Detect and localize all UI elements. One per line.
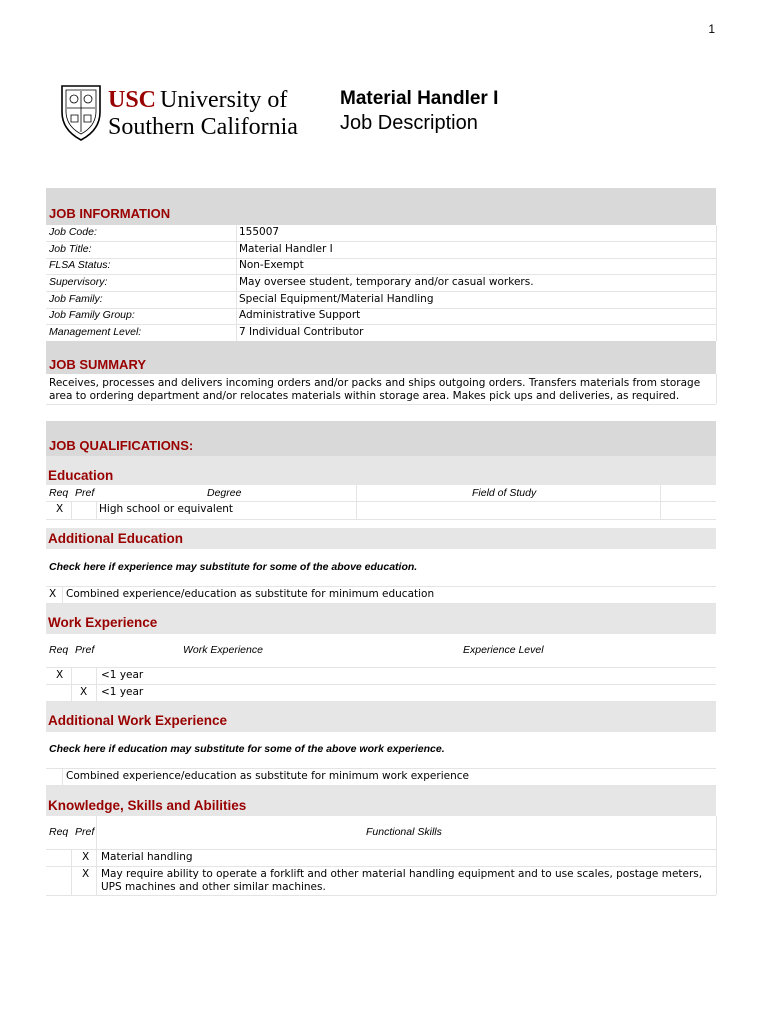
supervisory-value: May oversee student, temporary and/or casual workers. [239, 276, 534, 288]
ksa-heading: Knowledge, Skills and Abilities [48, 798, 247, 813]
work-exp-row-2-pref: X [80, 686, 88, 698]
supervisory-label: Supervisory: [49, 276, 108, 288]
job-information-band [46, 188, 716, 225]
job-qualifications-band [46, 421, 716, 456]
job-information-heading: JOB INFORMATION [49, 206, 171, 221]
additional-work-experience-note: Check here if education may substitute for some of the above work experience. [49, 743, 445, 755]
job-title-heading: Material Handler I [340, 88, 499, 109]
ksa-row-1-text: Material handling [101, 851, 193, 863]
additional-work-experience-heading: Additional Work Experience [48, 713, 228, 728]
page-number: 1 [708, 22, 715, 36]
additional-work-experience-text: Combined experience/education as substitute for minimum work experience [66, 770, 469, 782]
additional-education-note: Check here if experience may substitute for some of the above education. [49, 561, 418, 573]
ksa-row-2-pref: X [82, 868, 90, 880]
job-summary-band [46, 341, 716, 374]
work-experience-heading: Work Experience [48, 615, 158, 630]
additional-education-heading: Additional Education [48, 531, 183, 546]
job-description-subtitle: Job Description [340, 112, 478, 134]
additional-education-text: Combined experience/education as substitute for minimum education [66, 588, 435, 600]
job-code-label: Job Code: [49, 226, 97, 238]
work-exp-header: Work Experience [183, 644, 263, 656]
job-family-value: Special Equipment/Material Handling [239, 293, 434, 305]
job-family-group-value: Administrative Support [239, 309, 361, 321]
management-level-label: Management Level: [49, 326, 142, 338]
education-degree-header: Degree [207, 487, 242, 499]
ksa-row-2-line-2: UPS machines and other similar machines. [101, 881, 326, 893]
svg-text:Southern California: Southern California [108, 114, 298, 140]
work-exp-level-header: Experience Level [463, 644, 544, 656]
ksa-row-1-pref: X [82, 851, 90, 863]
svg-text:University of: University of [160, 87, 288, 113]
svg-text:USC: USC [108, 87, 157, 113]
work-exp-req-header: Req [49, 644, 69, 656]
job-family-label: Job Family: [49, 293, 103, 305]
work-exp-pref-header: Pref [75, 644, 95, 656]
education-heading: Education [48, 468, 114, 483]
usc-logo [56, 82, 336, 142]
flsa-status-label: FLSA Status: [49, 259, 111, 271]
usc-seal-icon [62, 86, 100, 140]
education-req-mark: X [56, 503, 64, 515]
work-exp-row-2-text: <1 year [101, 686, 144, 698]
ksa-row-2-line-1: May require ability to operate a forklift and other material handling equipment and to use scales, postage meters, [101, 868, 703, 880]
ksa-skills-header: Functional Skills [366, 826, 442, 838]
job-summary-heading: JOB SUMMARY [49, 357, 147, 372]
management-level-value: 7 Individual Contributor [239, 326, 364, 338]
job-family-group-label: Job Family Group: [49, 309, 135, 321]
job-qualifications-heading: JOB QUALIFICATIONS: [49, 438, 194, 453]
education-field-header: Field of Study [472, 487, 537, 499]
job-code-value: 155007 [239, 226, 280, 238]
work-exp-row-1-req: X [56, 669, 64, 681]
flsa-status-value: Non-Exempt [239, 259, 304, 271]
education-pref-header: Pref [75, 487, 95, 499]
work-exp-row-1-text: <1 year [101, 669, 144, 681]
job-title-label: Job Title: [49, 243, 92, 255]
education-band [46, 456, 716, 485]
education-req-header: Req [49, 487, 69, 499]
ksa-pref-header: Pref [75, 826, 95, 838]
ksa-req-header: Req [49, 826, 69, 838]
education-degree-value: High school or equivalent [99, 503, 234, 515]
job-summary-line-2: area to ordering department and/or relocates materials within storage area. Makes pick ups and deliveries, as required. [49, 390, 680, 402]
job-title-value: Material Handler I [239, 243, 333, 255]
additional-education-check-mark: X [49, 588, 57, 600]
job-summary-line-1: Receives, processes and delivers incoming orders and/or packs and ships outgoing orders. Transfers materials from storage [49, 377, 701, 389]
